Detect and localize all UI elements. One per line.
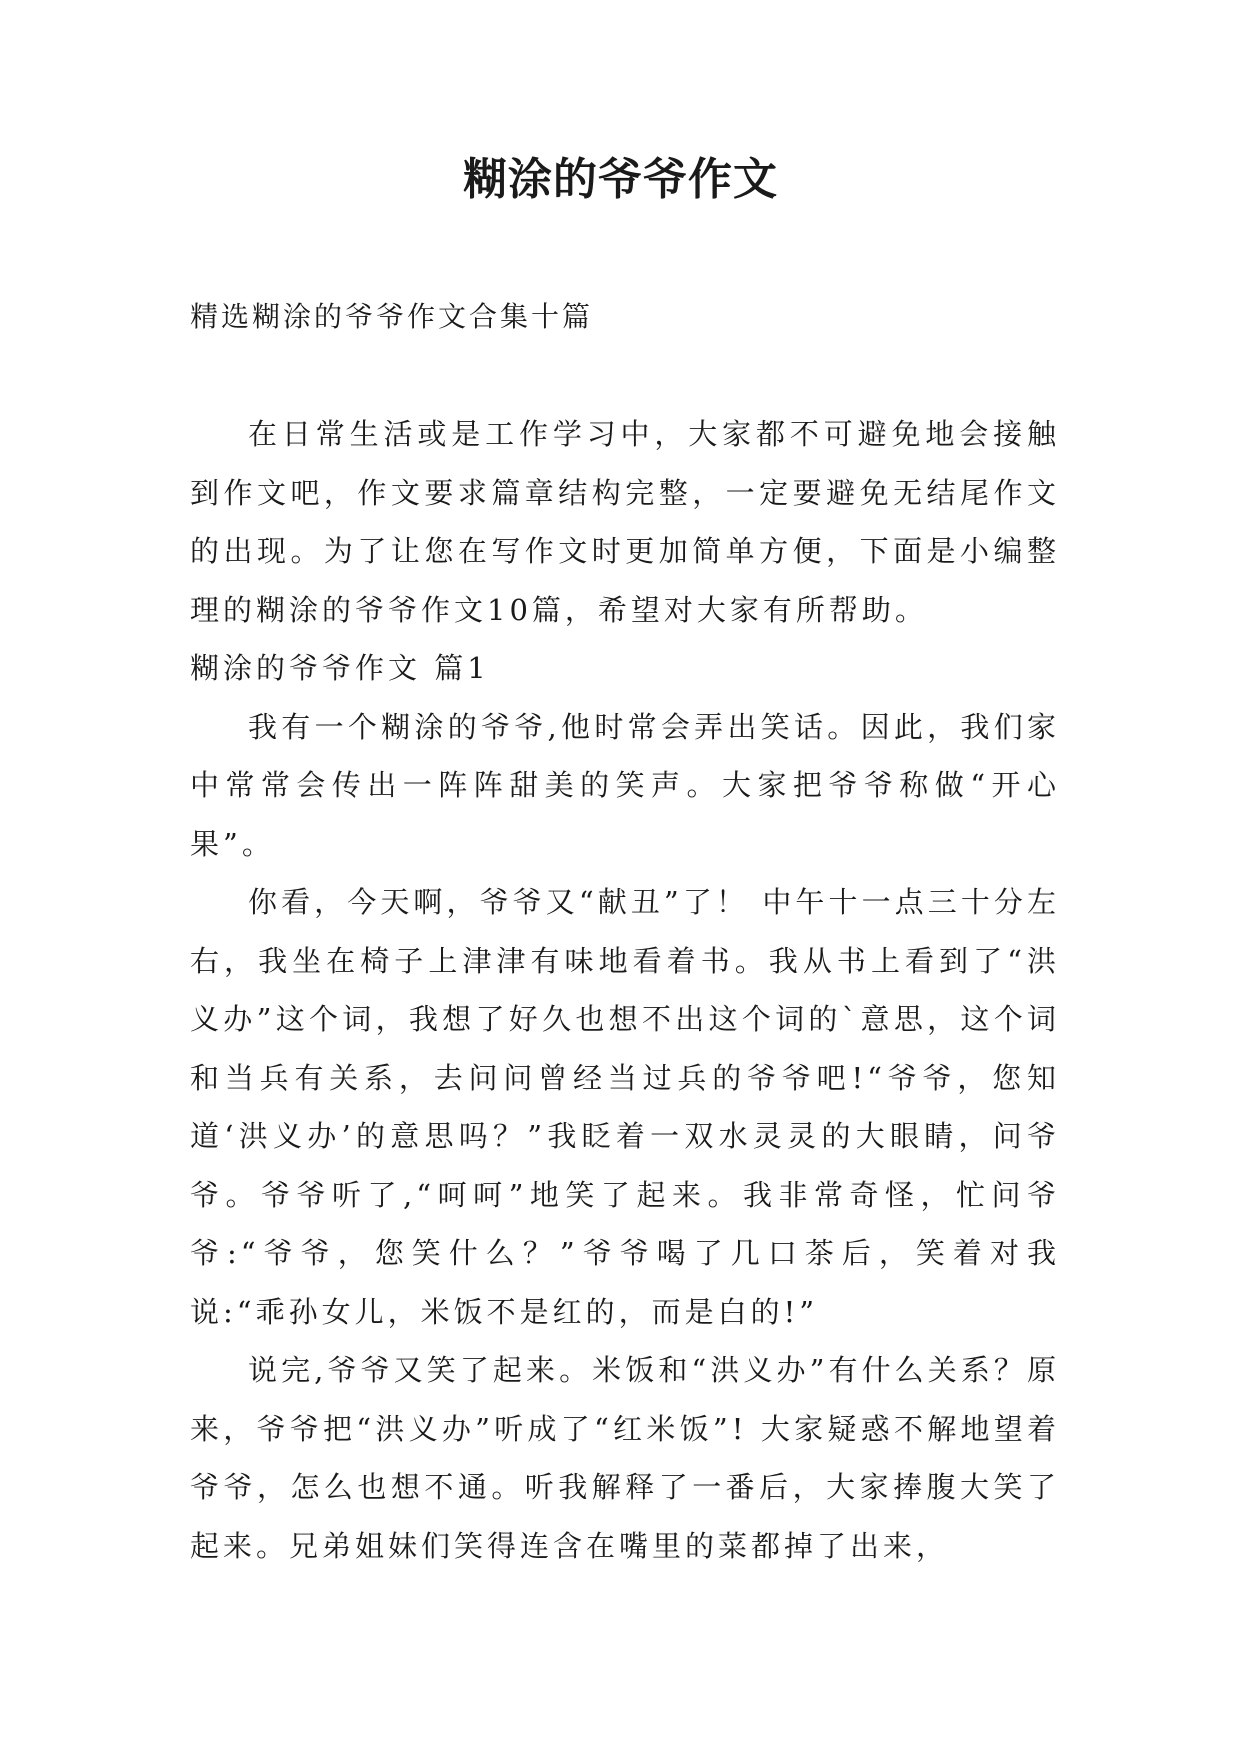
document-title: 糊涂的爷爷作文: [463, 154, 778, 205]
body-paragraph: 我有一个糊涂的爷爷,他时常会弄出笑话。因此，我们家中常常会传出一阵阵甜美的笑声。大家把爷爷称做“开心果”。: [190, 709, 1060, 861]
body-paragraph: 你看，今天啊，爷爷又“献丑”了！ 中午十一点三十分左右，我坐在椅子上津津有味地看着书。我从书上看到了“洪义办”这个词，我想了好久也想不出这个词的`意思，这个词和当兵有关系，去问问曾经当过兵的爷爷吧!“爷爷，您知道‘洪义办’的意思吗？”我眨着一双水灵灵的大眼睛，问爷爷。爷爷听了,“呵呵”地笑了起来。我非常奇怪，忙问爷爷:“爷爷，您笑什么？”爷爷喝了几口茶后，笑着对我说:“乖孙女儿，米饭不是红的，而是白的!”: [190, 885, 1060, 1329]
document-body: [190, 405, 1060, 1575]
body-paragraph: 说完,爷爷又笑了起来。米饭和“洪义办”有什么关系？原来，爷爷把“洪义办”听成了“红米饭”! 大家疑惑不解地望着爷爷，怎么也想不通。听我解释了一番后，大家捧腹大笑了起来。兄弟姐妹们笑得连含在嘴里的菜都掉了出来，: [190, 1353, 1060, 1563]
section-heading: 糊涂的爷爷作文 篇1: [190, 651, 490, 685]
document-subtitle: 精选糊涂的爷爷作文合集十篇: [190, 300, 594, 333]
intro-paragraph: 在日常生活或是工作学习中，大家都不可避免地会接触到作文吧，作文要求篇章结构完整，一定要避免无结尾作文的出现。为了让您在写作文时更加简单方便，下面是小编整理的糊涂的爷爷作文10篇，希望对大家有所帮助。: [190, 417, 1060, 627]
